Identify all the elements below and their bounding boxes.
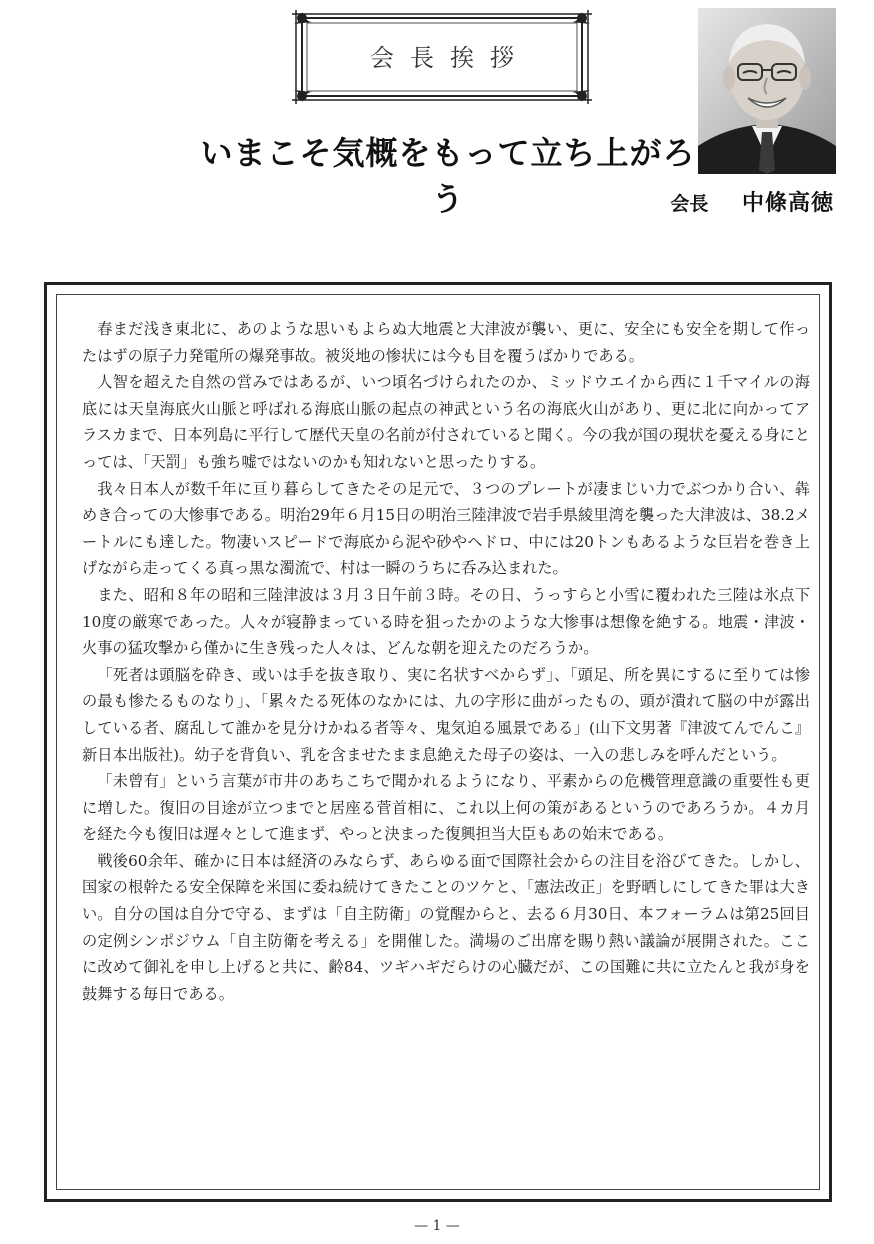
section-label: 会長挨拶: [370, 44, 530, 72]
paragraph: 「死者は頭脳を砕き、或いは手を抜き取り、実に名状すべからず」、「頭足、所を異にするに至りては惨の最も惨たるものなり」、「累々たる死体のなかには、九の字形に曲がったもの、頭が潰れて脳の中が露出している者、腐乱して誰かを見分けかねる者等々、鬼気迫る風景である」(山下文男著『津波てんでんこ』新日本出版社)。幼子を背負い、乳を含ませたまま息絶えた母子の姿は、一入の悲しみを呼んだという。: [82, 665, 810, 764]
paragraph: また、昭和８年の昭和三陸津波は３月３日午前３時。その日、うっすらと小雪に覆われた三陸は氷点下10度の厳寒であった。人々が寝静まっている時を狙ったかのような大惨事は想像を絶する。地震・津波・火事の猛攻撃から僅かに生き残った人々は、どんな朝を迎えたのだろうか。: [82, 585, 810, 658]
paragraph: 我々日本人が数千年に亘り暮らしてきたその足元で、３つのプレートが凄まじい力でぶつかり合い、犇めき合っての大惨事である。明治29年６月15日の明治三陸津波で岩手県綾里湾を襲った大津波は、38.2メートルにも達した。物凄いスピードで海底から泥や砂やヘドロ、中には20トンもあるような巨岩を巻き上げながら走ってくる真っ黒な濁流で、村は一瞬のうちに呑み込まれた。: [82, 479, 810, 578]
author-line: [600, 186, 834, 217]
portrait-icon: [698, 8, 836, 174]
section-header-box: [292, 10, 592, 104]
paragraph: 戦後60余年、確かに日本は経済のみならず、あらゆる面で国際社会からの注目を浴びてきた。しかし、国家の根幹たる安全保障を米国に委ね続けてきたことのツケと、「憲法改正」を野晒しにしてきた罪は大きい。自分の国は自分で守る、まずは「自主防衛」の覚醒からと、去る６月30日、本フォーラムは第25回目の定例シンポジウム「自主防衛を考える」を開催した。満場のご出席を賜り熱い議論が展開された。ここに改めて御礼を申し上げると共に、齢84、ツギハギだらけの心臓だが、この国難に共に立たんと我が身を鼓舞する毎日である。: [82, 851, 810, 1003]
author-name: 中條高徳: [741, 191, 834, 216]
paragraph: 「未曾有」という言葉が市井のあちこちで聞かれるようになり、平素からの危機管理意識の重要性も更に増した。復旧の目途が立つまでと居座る菅首相に、これ以上何の策があるというのであろうか。４カ月を経た今も復旧は遅々として進まず、やっと決まった復興担当大臣もあの始末である。: [82, 772, 810, 844]
body-text: [82, 316, 810, 1007]
author-role: 会長: [670, 193, 709, 215]
page-number: — 1 —: [414, 1218, 460, 1234]
paragraph: 人智を超えた自然の営みではあるが、いつ頃名づけられたのか、ミッドウエイから西に１千マイルの海底には天皇海底火山脈と呼ばれる海底山脈の起点の神武という名の海底火山があり、更に北に向かってアラスカまで、日本列島に平行して歴代天皇の名前が付されていると聞く。今の我が国の現状を憂える身にとっては、「天罰」も強ち嘘ではないのかも知れないと思ったりする。: [82, 373, 810, 471]
paragraph: 春まだ浅き東北に、あのような思いもよらぬ大地震と大津波が襲い、更に、安全にも安全を期して作ったはずの原子力発電所の爆発事故。被災地の惨状には今も目を覆うばかりである。: [82, 320, 811, 365]
author-photo: [698, 8, 836, 174]
page-title: いまこそ気概をもって立ち上がろう: [200, 134, 696, 218]
